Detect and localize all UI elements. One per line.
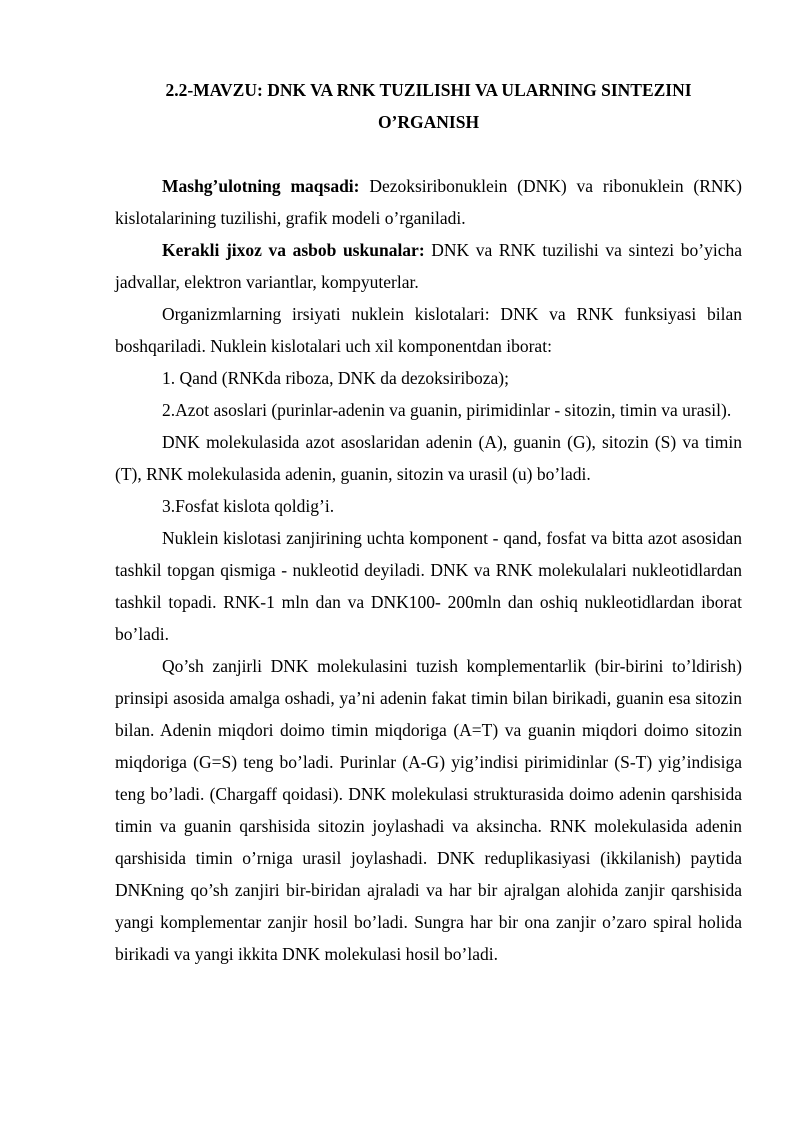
body-paragraph-nucleotide: Nuklein kislotasi zanjirining uchta komponent - qand, fosfat va bitta azot asosidan tashkil topgan qismiga - nukleotid deyiladi. DNK va RNK molekulalari nukleotidlardan tashkil topadi. RNK-1 mln dan va DNK100- 200mln dan oshiq nukleotidlardan iborat bo’ladi. bbox=[115, 528, 742, 644]
component-item-bases: 2.Azot asoslari (purinlar-adenin va guanin, pirimidinlar - sitozin, timin va urasil). bbox=[162, 400, 732, 420]
equipment-text: DNK va RNK tuzilishi va sintezi bo’yicha jadvallar, elektron variantlar, kompyuterlar. bbox=[115, 240, 742, 292]
body-paragraph-complementarity: Qo’sh zanjirli DNK molekulasini tuzish komplementarlik (bir-birini to’ldirish) prinsipi asosida amalga oshadi, ya’ni adenin fakat timin bilan birikadi, guanin esa sitozin bilan. Adenin miqdori doimo timin miqdoriga (A=T) va guanin miqdori doimo sitozin miqdoriga (G=S) teng bo’ladi. Purinlar (A-G) yig’indisi pirimidinlar (S-T) yig’indisiga teng bo’ladi. (Chargaff qoidasi). DNK molekulasi strukturasida doimo adenin qarshisida timin va guanin qarshisida sitozin joylashadi va aksincha. RNK molekulasida adenin qarshisida timin o’rniga urasil joylashadi. DNK reduplikasiyasi (ikkilanish) paytida DNKning qo’sh zanjiri bir-biridan ajraladi va har bir ajralgan alohida zanjir qarshisida yangi komplementar zanjir hosil bo’ladi. Sungra har bir ona zanjir o’zaro spiral holida birikadi va yangi ikkita DNK molekulasi hosil bo’ladi. bbox=[115, 656, 742, 964]
goal-text: Dezoksiribonuklein (DNK) va ribonuklein (RNK) kislotalarining tuzilishi, grafik modeli o’rganiladi. bbox=[115, 176, 742, 228]
document-page bbox=[115, 74, 742, 970]
body-paragraph-intro: Organizmlarning irsiyati nuklein kislotalari: DNK va RNK funksiyasi bilan boshqariladi. Nuklein kislotalari uch xil komponentdan iborat: bbox=[115, 304, 742, 356]
equipment-label: Kerakli jixoz va asbob uskunalar: bbox=[162, 240, 425, 260]
component-item-sugar: 1. Qand (RNKda riboza, DNK da dezoksiriboza); bbox=[162, 368, 509, 388]
document-title bbox=[115, 74, 742, 138]
goal-label: Mashg’ulotning maqsadi: bbox=[162, 176, 360, 196]
title-line-2: O’RGANISH bbox=[377, 112, 480, 132]
component-item-phosphate: 3.Fosfat kislota qoldig’i. bbox=[162, 496, 335, 516]
title-line-1: 2.2-MAVZU: DNK VA RNK TUZILISHI VA ULARNING SINTEZINI bbox=[165, 80, 692, 100]
equipment-paragraph bbox=[115, 234, 742, 298]
body-paragraph-bases: DNK molekulasida azot asoslaridan adenin (A), guanin (G), sitozin (S) va timin (T), RNK molekulasida adenin, guanin, sitozin va urasil (u) bo’ladi. bbox=[115, 432, 742, 484]
goal-paragraph bbox=[115, 170, 742, 234]
